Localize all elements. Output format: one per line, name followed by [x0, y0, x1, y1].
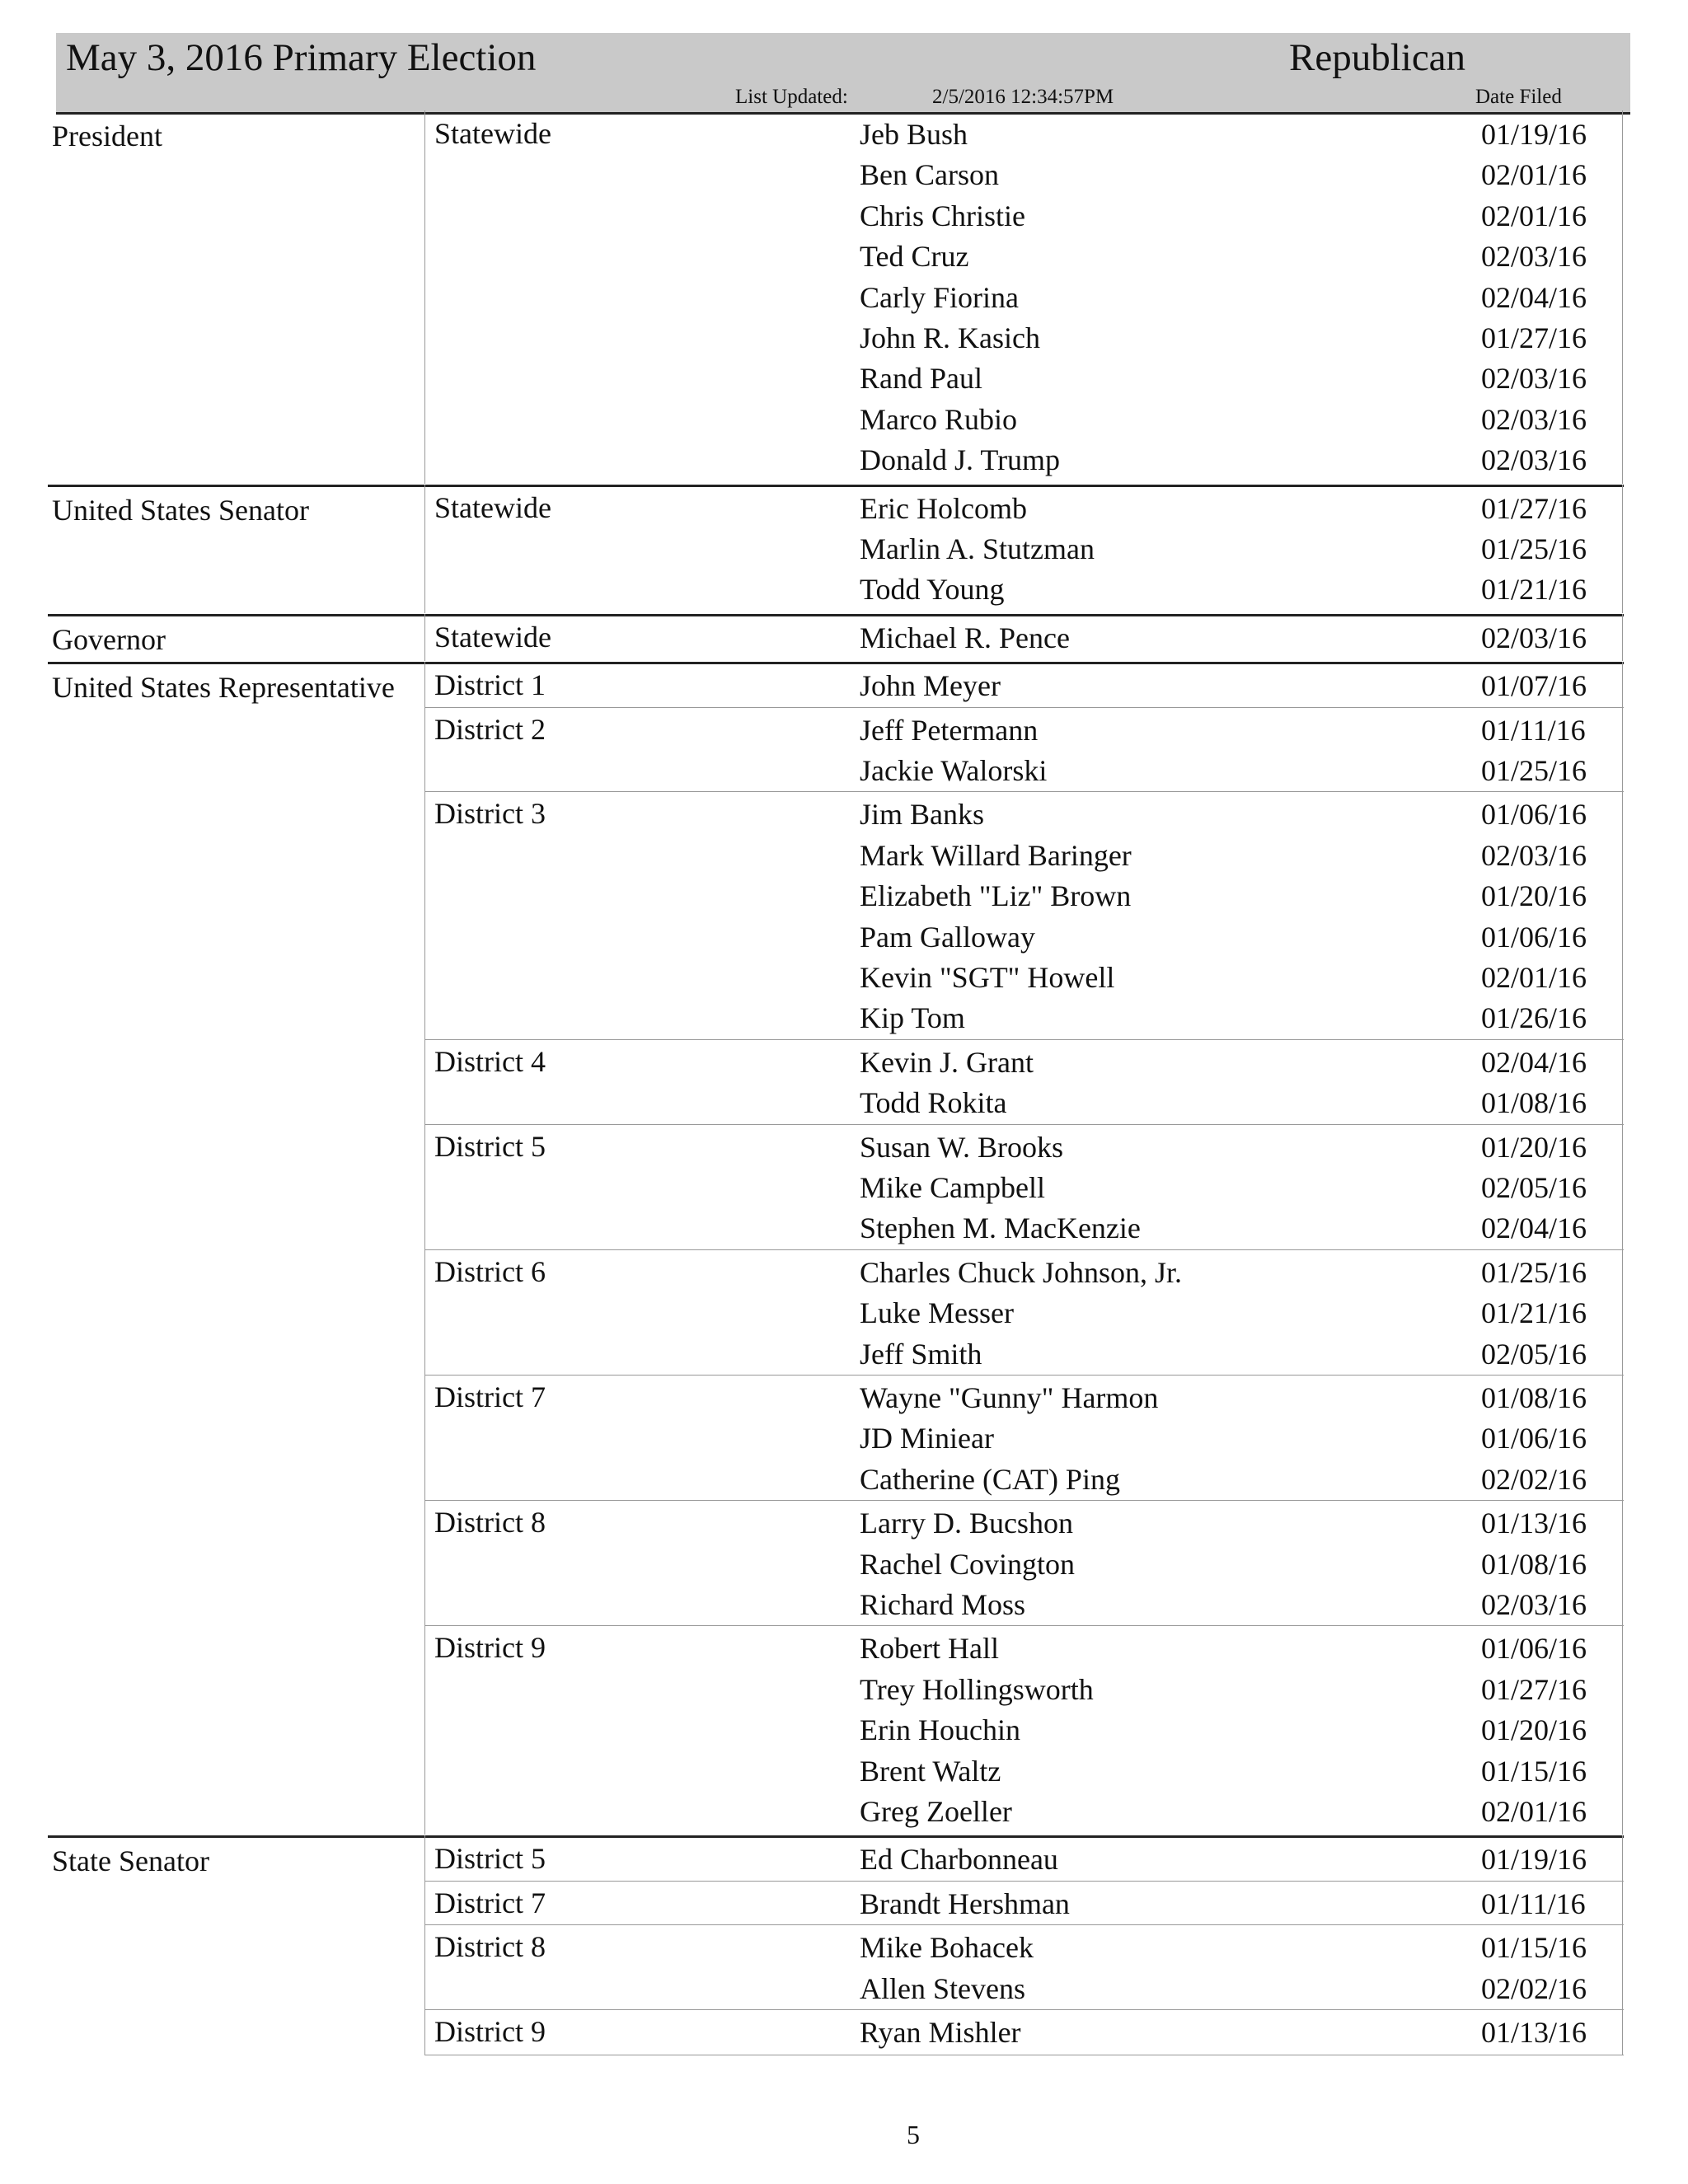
office-name: State Senator [52, 1844, 209, 1878]
district-column-line [424, 662, 425, 1835]
district-separator [424, 1124, 1624, 1125]
filing-date: 01/08/16 [1481, 1547, 1587, 1581]
district-column-line [424, 110, 425, 484]
candidate-name: Kevin J. Grant [860, 1045, 1034, 1079]
district-column-line [424, 1835, 425, 2055]
candidate-name: Ted Cruz [860, 240, 969, 274]
filing-date: 01/11/16 [1481, 713, 1586, 747]
filing-date: 01/15/16 [1481, 1931, 1587, 1965]
district-separator [424, 1249, 1624, 1250]
filing-date: 01/27/16 [1481, 321, 1587, 354]
list-updated-label: List Updated: [735, 86, 848, 108]
filing-date: 02/02/16 [1481, 1971, 1587, 2005]
district-separator [424, 1500, 1624, 1501]
office-separator [48, 485, 1624, 487]
filing-date: 02/04/16 [1481, 280, 1587, 314]
filing-date: 01/27/16 [1481, 491, 1587, 525]
candidate-name: Charles Chuck Johnson, Jr. [860, 1255, 1182, 1289]
district-column-line [424, 614, 425, 661]
filing-date: 01/26/16 [1481, 1001, 1587, 1035]
filing-date: 01/06/16 [1481, 798, 1587, 832]
filing-date: 01/27/16 [1481, 1672, 1587, 1706]
filing-date: 01/21/16 [1481, 1296, 1587, 1330]
candidate-name: John Meyer [860, 669, 1001, 703]
candidate-name: Marco Rubio [860, 402, 1017, 436]
district-separator [424, 1924, 1624, 1925]
filing-date: 02/03/16 [1481, 240, 1587, 274]
filing-date: 01/08/16 [1481, 1086, 1587, 1120]
candidate-name: Jeff Smith [860, 1337, 982, 1371]
filing-date: 01/20/16 [1481, 1713, 1587, 1747]
office-name: Governor [52, 622, 166, 656]
candidate-name: Elizabeth "Liz" Brown [860, 879, 1132, 913]
district-name: District 5 [434, 1129, 546, 1163]
candidate-name: Greg Zoeller [860, 1795, 1012, 1828]
district-separator [424, 2009, 1624, 2010]
filing-date: 02/02/16 [1481, 1462, 1587, 1496]
candidate-name: John R. Kasich [860, 321, 1040, 354]
office-name: United States Senator [52, 493, 309, 527]
candidate-name: Brent Waltz [860, 1754, 1001, 1788]
filing-date: 01/11/16 [1481, 1886, 1586, 1920]
candidate-name: Todd Rokita [860, 1086, 1007, 1120]
filing-date: 01/25/16 [1481, 1255, 1587, 1289]
candidate-name: Marlin A. Stutzman [860, 532, 1095, 565]
candidate-name: Allen Stevens [860, 1971, 1025, 2005]
district-separator [424, 1625, 1624, 1626]
filing-date: 01/25/16 [1481, 532, 1587, 565]
district-separator [424, 1375, 1624, 1376]
district-separator [424, 791, 1624, 792]
office-name: United States Representative [52, 671, 395, 705]
filing-date: 01/08/16 [1481, 1381, 1587, 1414]
candidate-name: Jeff Petermann [860, 713, 1039, 747]
district-separator [424, 707, 1624, 708]
district-name: Statewide [434, 117, 551, 150]
filing-date: 01/13/16 [1481, 1507, 1587, 1540]
district-name: District 4 [434, 1044, 546, 1078]
filing-date: 02/03/16 [1481, 621, 1587, 654]
election-title: May 3, 2016 Primary Election [66, 36, 537, 79]
district-name: District 8 [434, 1506, 546, 1540]
candidate-name: Pam Galloway [860, 920, 1035, 954]
district-name: District 9 [434, 1631, 546, 1665]
filing-date: 02/04/16 [1481, 1045, 1587, 1079]
candidate-name: Carly Fiorina [860, 280, 1019, 314]
candidate-name: Brandt Hershman [860, 1886, 1070, 1920]
candidate-name: Kevin "SGT" Howell [860, 961, 1115, 994]
candidate-name: Mark Willard Baringer [860, 838, 1132, 872]
filing-date: 01/06/16 [1481, 1632, 1587, 1666]
right-column-line [1622, 662, 1623, 1835]
filing-date: 02/03/16 [1481, 1588, 1587, 1621]
candidate-name: Mike Campbell [860, 1171, 1045, 1204]
candidate-name: JD Miniear [860, 1422, 994, 1455]
filing-date: 02/03/16 [1481, 402, 1587, 436]
candidate-name: Ed Charbonneau [860, 1843, 1058, 1877]
right-column-line [1622, 110, 1623, 484]
office-separator [48, 1835, 1624, 1838]
filing-date: 01/19/16 [1481, 118, 1587, 151]
filing-date: 02/05/16 [1481, 1337, 1587, 1371]
candidate-name: Jackie Walorski [860, 754, 1048, 787]
filing-date: 01/20/16 [1481, 1130, 1587, 1164]
filing-date: 02/04/16 [1481, 1212, 1587, 1245]
candidate-name: Ben Carson [860, 158, 999, 192]
right-column-line [1622, 614, 1623, 661]
filing-date: 02/03/16 [1481, 443, 1587, 477]
candidate-name: Mike Bohacek [860, 1931, 1034, 1965]
candidate-name: Robert Hall [860, 1632, 999, 1666]
district-name: Statewide [434, 490, 551, 524]
candidate-name: Eric Holcomb [860, 491, 1027, 525]
candidate-name: Trey Hollingsworth [860, 1672, 1094, 1706]
district-name: District 9 [434, 2015, 546, 2048]
candidate-name: Rand Paul [860, 362, 982, 396]
candidate-name: Jim Banks [860, 798, 985, 832]
district-name: District 1 [434, 668, 546, 702]
filing-date: 02/01/16 [1481, 1795, 1587, 1828]
filing-date: 01/06/16 [1481, 1422, 1587, 1455]
filing-date: 01/19/16 [1481, 1843, 1587, 1877]
filing-date: 01/07/16 [1481, 669, 1587, 703]
candidate-name: Michael R. Pence [860, 621, 1070, 654]
candidate-name: Chris Christie [860, 199, 1026, 232]
filing-date: 02/05/16 [1481, 1171, 1587, 1204]
filing-date: 02/03/16 [1481, 838, 1587, 872]
candidate-name: Kip Tom [860, 1001, 965, 1035]
filing-date: 02/01/16 [1481, 961, 1587, 994]
district-separator [424, 1039, 1624, 1040]
right-column-line [1622, 1835, 1623, 2055]
candidate-name: Todd Young [860, 573, 1005, 607]
office-separator [48, 662, 1624, 664]
district-name: Statewide [434, 620, 551, 654]
filing-date: 01/06/16 [1481, 920, 1587, 954]
filing-date: 01/13/16 [1481, 2016, 1587, 2049]
district-name: District 3 [434, 797, 546, 831]
candidate-name: Jeb Bush [860, 118, 968, 151]
candidate-name: Rachel Covington [860, 1547, 1075, 1581]
candidate-name: Luke Messer [860, 1296, 1014, 1330]
filing-date: 01/21/16 [1481, 573, 1587, 607]
district-name: District 7 [434, 1380, 546, 1413]
district-separator [424, 1881, 1624, 1882]
candidate-name: Larry D. Bucshon [860, 1507, 1073, 1540]
candidate-name: Stephen M. MacKenzie [860, 1212, 1141, 1245]
page-number: 5 [907, 2120, 920, 2149]
office-separator [48, 614, 1624, 616]
candidate-name: Richard Moss [860, 1588, 1025, 1621]
filing-date: 01/15/16 [1481, 1754, 1587, 1788]
party-name: Republican [1289, 36, 1466, 79]
candidate-name: Erin Houchin [860, 1713, 1020, 1747]
district-name: District 6 [434, 1254, 546, 1288]
district-name: District 8 [434, 1930, 546, 1964]
candidate-name: Ryan Mishler [860, 2016, 1021, 2049]
district-name: District 5 [434, 1842, 546, 1876]
candidate-name: Donald J. Trump [860, 443, 1061, 477]
district-name: District 2 [434, 712, 546, 746]
candidate-name: Catherine (CAT) Ping [860, 1462, 1120, 1496]
filing-date: 01/25/16 [1481, 754, 1587, 787]
office-name: President [52, 120, 162, 152]
filing-date: 02/01/16 [1481, 199, 1587, 232]
list-updated-value: 2/5/2016 12:34:57PM [932, 86, 1114, 108]
filing-date: 01/20/16 [1481, 879, 1587, 913]
candidate-name: Wayne "Gunny" Harmon [860, 1381, 1159, 1414]
candidate-name: Susan W. Brooks [860, 1130, 1064, 1164]
filing-date: 02/01/16 [1481, 158, 1587, 192]
district-column-line [424, 485, 425, 613]
date-filed-header: Date Filed [1475, 86, 1562, 108]
district-name: District 7 [434, 1886, 546, 1919]
right-column-line [1622, 485, 1623, 613]
filing-date: 02/03/16 [1481, 362, 1587, 396]
